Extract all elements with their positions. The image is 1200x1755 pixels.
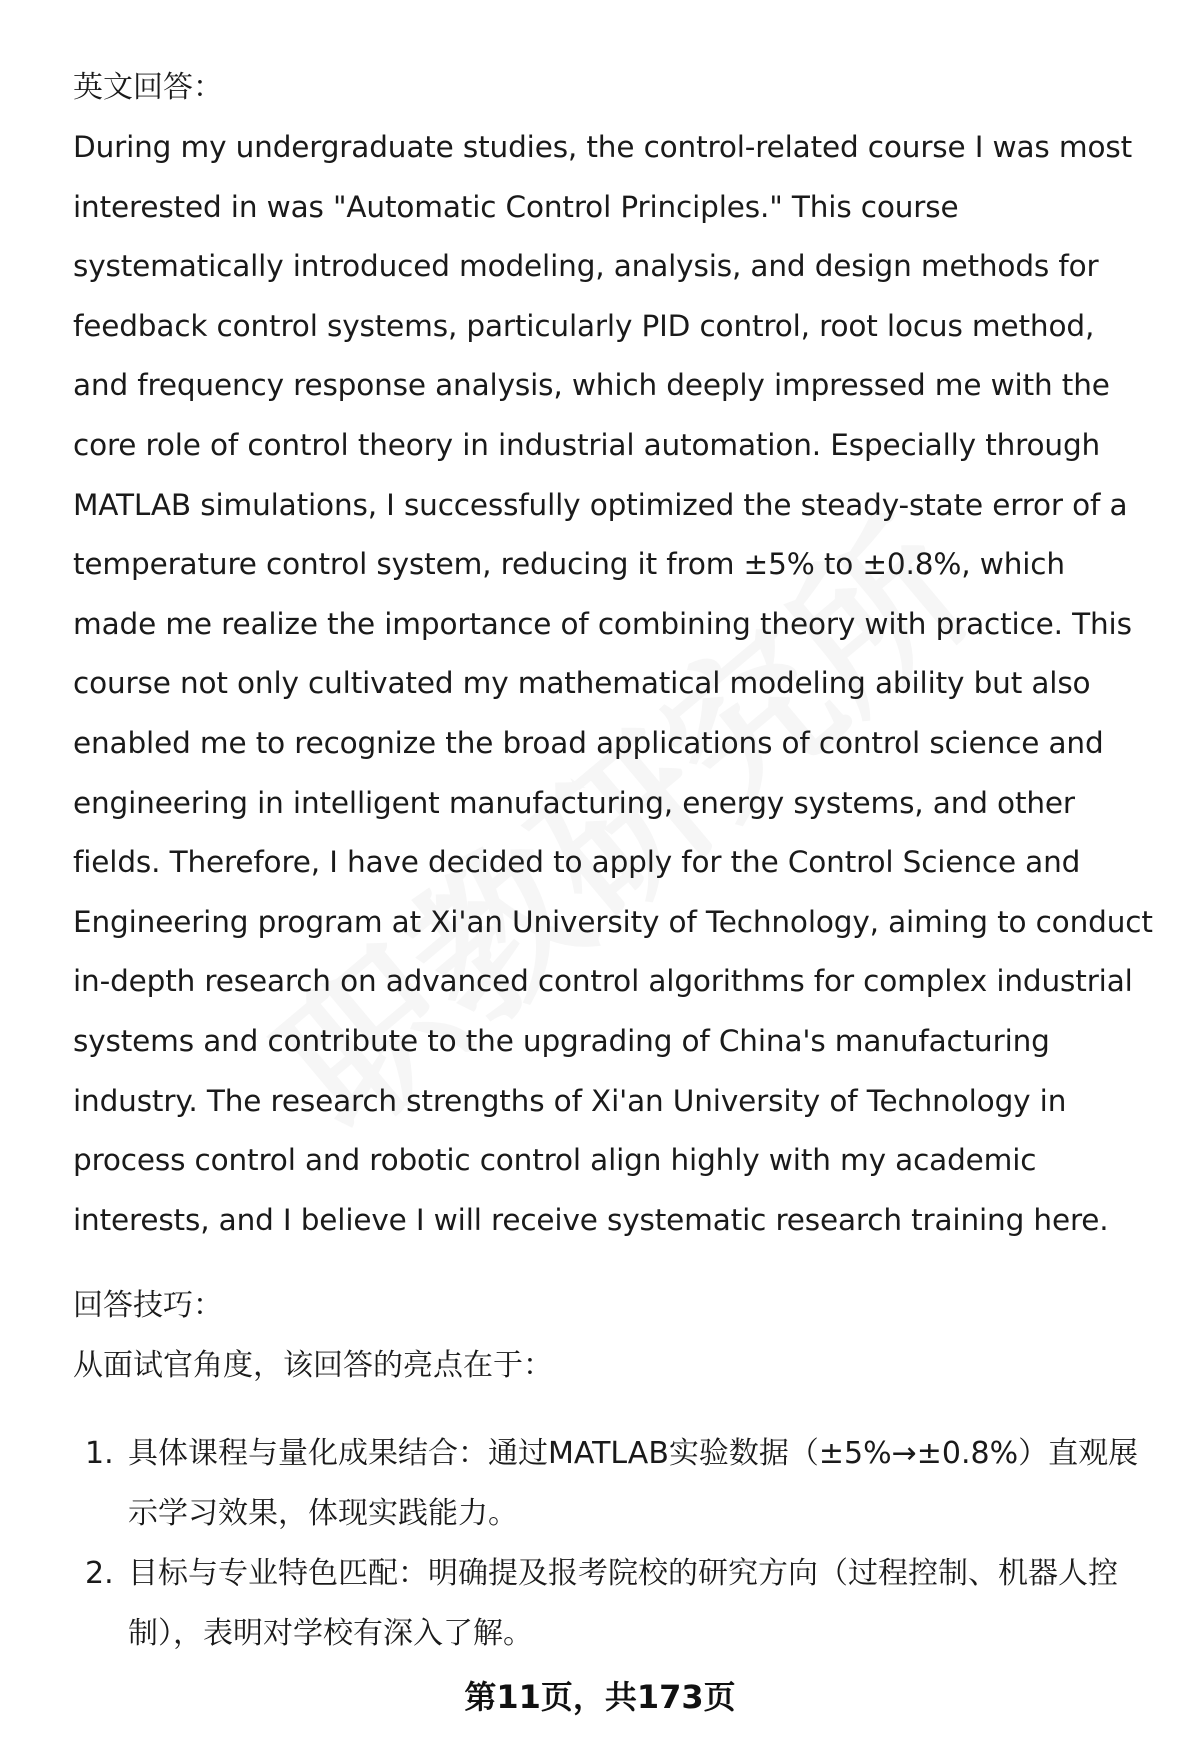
list-item [73, 1544, 1153, 1664]
list-item [73, 1424, 1153, 1544]
list-item-text: 目标与专业特色匹配：明确提及报考院校的研究方向（过程控制、机器人控制），表明对学校有深入了解。 [128, 1556, 1118, 1652]
tips-list [73, 1424, 1153, 1664]
english-answer-label: 英文回答： [73, 70, 223, 105]
list-item-text: 具体课程与量化成果结合：通过MATLAB实验数据（±5%→±0.8%）直观展示学习效果，体现实践能力。 [128, 1436, 1139, 1532]
list-number: 2. [85, 1556, 114, 1592]
list-number: 1. [85, 1436, 114, 1472]
page-footer: 第11页，共173页 [464, 1678, 736, 1716]
english-answer-paragraph: During my undergraduate studies, the control-related course I was most interested in was "Automatic Control Principles." This course systematically introduced modeling, analysis, and design methods for feedback control systems, particularly PID control, root locus method, and frequency response analysis, which deeply impressed me with the core role of control theory in industrial automation. Especially through MATLAB simulations, I successfully optimized the steady-state error of a temperature control system, reducing it from ±5% to ±0.8%, which made me realize the importance of combining theory with practice. This course not only cultivated my mathematical modeling ability but also enabled me to recognize the broad applications of control science and engineering in intelligent manufacturing, energy systems, and other fields. Therefore, I have decided to apply for the Control Science and Engineering program at Xi'an University of Technology, aiming to conduct in-depth research on advanced control algorithms for complex industrial systems and contribute to the upgrading of China's manufacturing industry. The research strengths of Xi'an University of Technology in process control and robotic control align highly with my academic interests, and I believe I will receive systematic research training here. [73, 130, 1153, 1237]
tips-intro: 从面试官角度，该回答的亮点在于： [73, 1348, 553, 1384]
document-page [73, 58, 1153, 1664]
tips-label: 回答技巧： [73, 1288, 223, 1324]
